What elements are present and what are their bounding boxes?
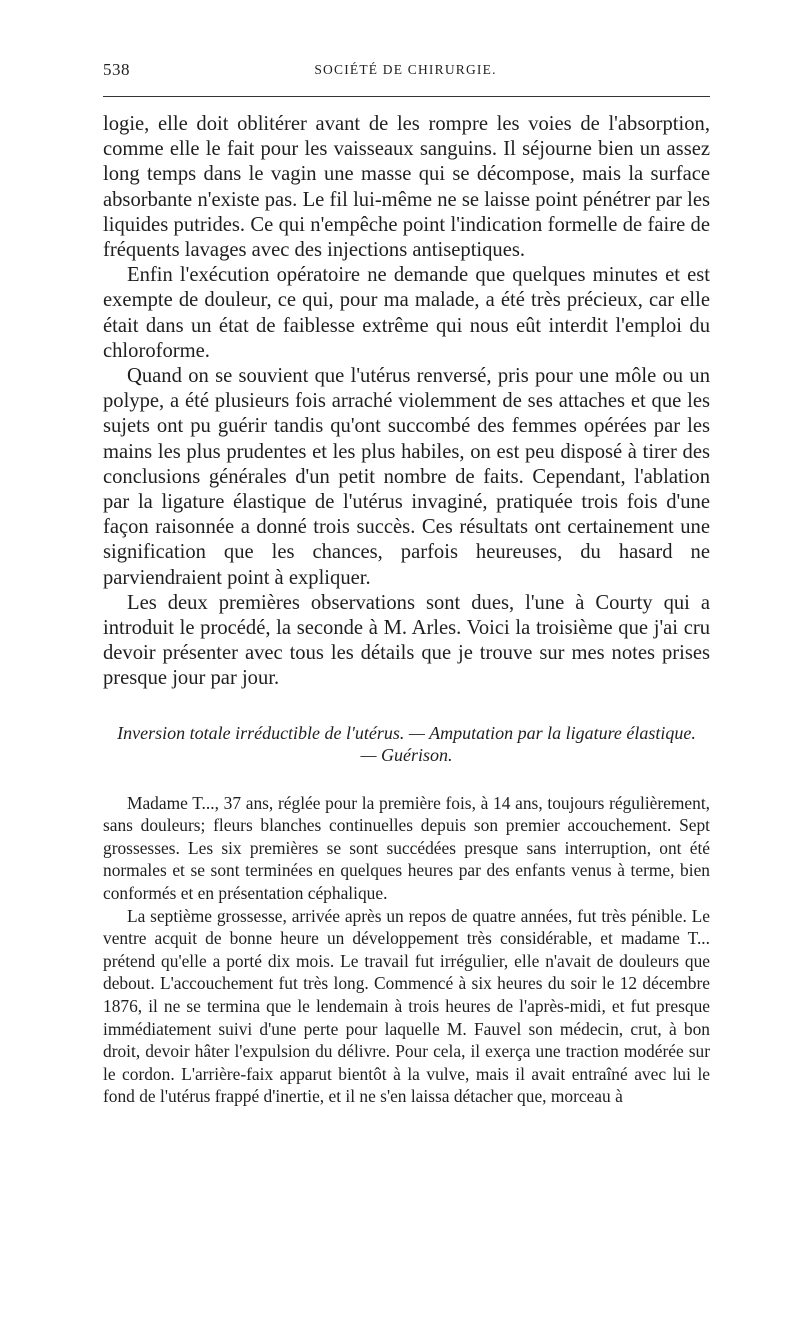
header-rule <box>103 96 710 97</box>
page-number: 538 <box>103 60 130 79</box>
paragraph: Enfin l'exécution opératoire ne demande que quelques minutes et est exempte de douleur, ce qui, pour ma malade, a été très précieux, car elle était dans un état de faiblesse extrême qui nous eût interdit l'emploi du chloroforme. <box>103 264 710 362</box>
main-text <box>103 112 710 692</box>
paragraph: Quand on se souvient que l'utérus renversé, pris pour une môle ou un polype, a été plusieurs fois arraché violemment de ses attaches et que les sujets ont pu guérir tandis qu'ont succombé des femmes opérées par les mains les plus prudentes et les plus habiles, on est peu disposé à tirer des conclusions générales d'un petit nombre de faits. Cependant, l'ablation par la ligature élastique de l'utérus invaginé, pratiquée trois fois d'une façon raisonnée a donné trois succès. Ces résultats ont certainement une signification que les chances, parfois heureuses, du hasard ne parviendraient point à expliquer. <box>103 365 710 589</box>
observation-paragraph: La septième grossesse, arrivée après un repos de quatre années, fut très pénible. Le ventre acquit de bonne heure un développement très considérable, et madame T... prétend qu'elle a porté dix mois. Le travail fut irrégulier, elle n'avait de douleurs que debout. L'accouchement fut très long. Commencé à six heures du soir le 12 décembre 1876, il ne se termina que le lendemain à trois heures de l'après-midi, et fut presque immédiatement suivi d'une perte pour laquelle M. Fauvel son médecin, crut, à bon droit, devoir hâter l'expulsion du délivre. Pour cela, il exerça une traction modérée sur le cordon. L'arrière-faix apparut bientôt à la vulve, mais il avait entraîné avec lui le fond de l'utérus frappé d'inertie, et il ne s'en laissa détacher que, morceau à <box>103 905 710 1107</box>
section-title: Inversion totale irréductible de l'utérus. — Amputation par la ligature élastique. — Guérison. <box>117 722 696 765</box>
running-head: SOCIÉTÉ DE CHIRURGIE. <box>314 62 497 77</box>
paragraph: logie, elle doit oblitérer avant de les rompre les voies de l'absorption, comme elle le fait pour les vaisseaux sanguins. Il séjourne bien un assez long temps dans le vagin une masse qui se décompose, mais la surface absorbante n'existe pas. Le fil lui-même ne se laisse point pénétrer par les liquides putrides. Ce qui n'empêche point l'indication formelle de faire de fréquents lavages avec des injections antiseptiques. <box>103 113 710 262</box>
paragraph: Les deux premières observations sont dues, l'une à Courty qui a introduit le procédé, la seconde à M. Arles. Voici la troisième que j'ai cru devoir présenter avec tous les détails que je trouve sur mes notes prises presque jour par jour. <box>103 591 710 690</box>
observation-text <box>103 792 710 1108</box>
observation-paragraph: Madame T..., 37 ans, réglée pour la première fois, à 14 ans, toujours régulièrement, sans douleurs; fleurs blanches continuelles depuis son premier accouchement. Sept grossesses. Les six premières se sont succédées presque sans interruption, ont été normales et se sont terminées en quelques heures par des enfants venus à terme, bien conformés et en présentation céphalique. <box>103 792 710 904</box>
page-body <box>103 112 710 1108</box>
page-header <box>103 60 708 90</box>
